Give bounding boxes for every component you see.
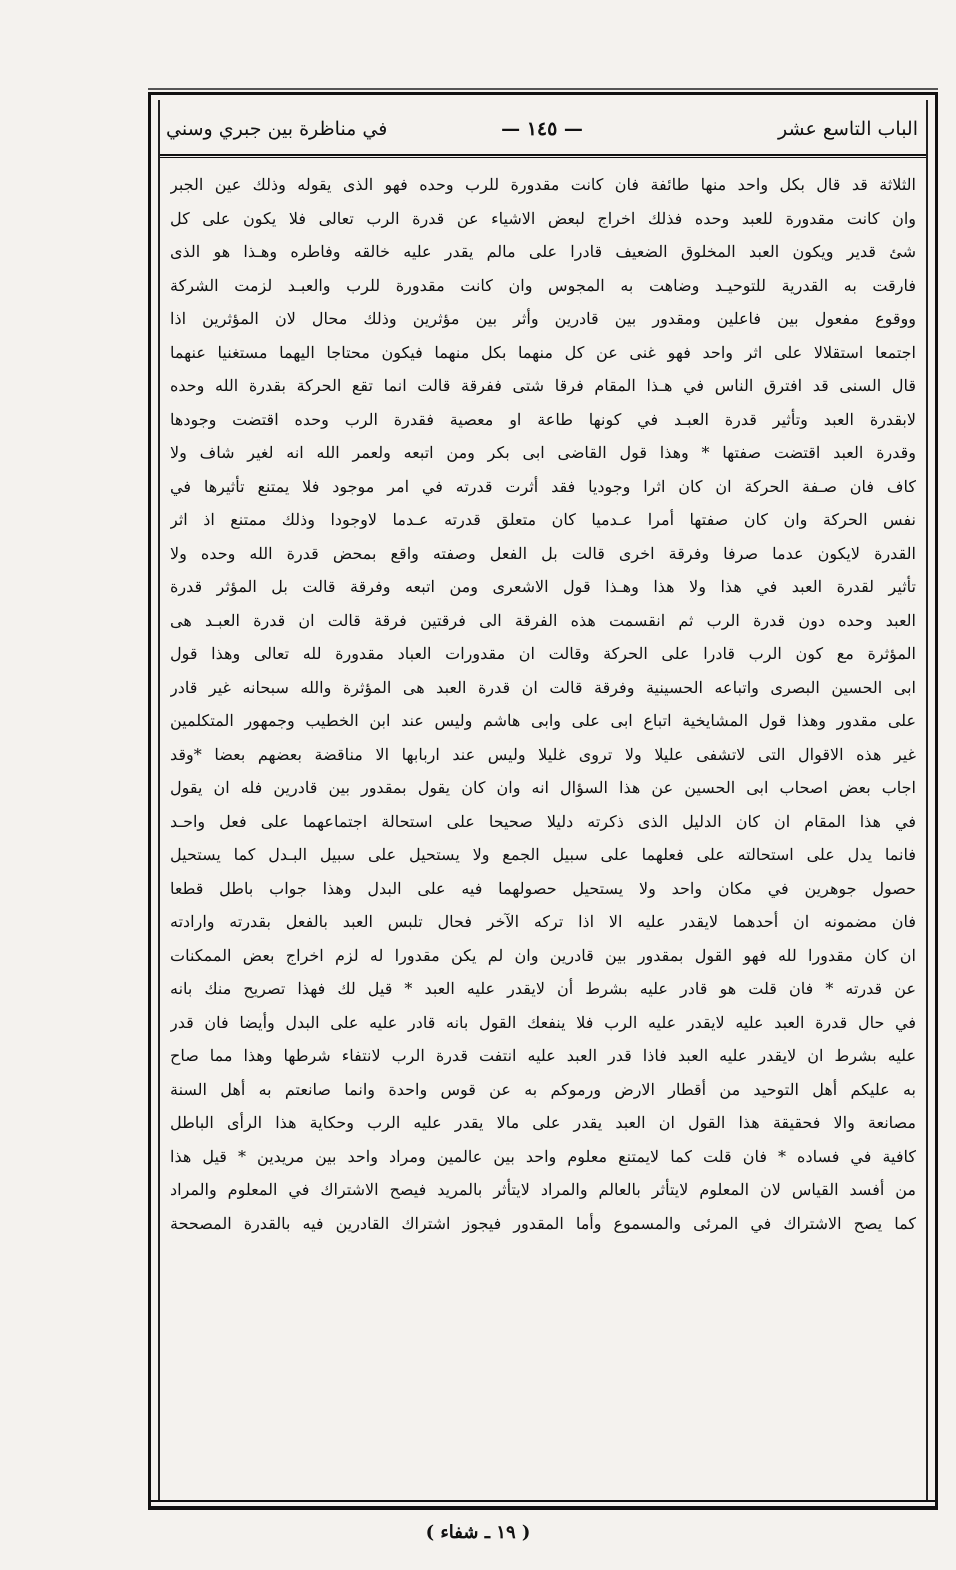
text-line: فارقت به القدرية للتوحيـد وضاهت به المجوس وان كانت مقدورة للرب والعبـد لزمت الشركة bbox=[170, 275, 916, 295]
text-line: كافية في فساده * فان قلت كما لايمتنع معلوم واحد بين عالمين ومراد واحد بين مريدين * قيل هذا bbox=[170, 1146, 916, 1166]
text-line: فان مضمونه ان أحدهما لايقدر عليه الا اذا تركه الآخر فحال تلبس العبد بالفعل بقدرته وارادته bbox=[170, 912, 916, 931]
section-topic: في مناظرة بين جبري وسني bbox=[166, 118, 388, 140]
text-line: على مقدور وهذا قول المشايخية اتباع ابى على وابى هاشم وليس عند ابن الخطيب وجمهور المتكلمين bbox=[170, 711, 916, 730]
text-line: في هذا المقام ان كان الدليل الذى ذكرته دليلا صحيحا على استحالة اجتماعهما على فعل واحـد bbox=[170, 811, 916, 831]
text-line: ان كان مقدورا لله فهو القول بمقدور بين قادرين وان لم يكن مقدورا له لزم اخراج بعض الممكنات bbox=[170, 945, 916, 965]
text-line: شئ قدير ويكون العبد المخلوق الضعيف قادرا على مالم يقدر عليه خالقه وفاطره وهـذا هو الذى bbox=[170, 242, 916, 261]
signature-mark: ( ١٩ ـ شفاء ) bbox=[425, 1522, 531, 1543]
inner-rule-left bbox=[158, 100, 160, 1502]
text-line: عن قدرته * فان قلت هو قادر عليه بشرط أن لايقدر عليه العبد * قيل لك فهذا تصريح منك بانه bbox=[170, 979, 916, 998]
text-line: في حال قدرة العبد عليه لايقدر عليه الرب فلا ينفعك القول بانه قادر عليه على البدل وأيضا فان قدر bbox=[170, 1012, 916, 1032]
text-line: لابقدرة العبد وتأثير قدرة العبـد في كونها طاعة او معصية فقدرة الرب وحده اقتضت وجودها bbox=[170, 409, 916, 429]
header-rule bbox=[160, 154, 926, 158]
text-line: عليه بشرط ان لايقدر عليه العبد فاذا قدر العبد عليه انتفت قدرة الرب لانتفاء شرطها وهذا مما صاح bbox=[170, 1046, 916, 1065]
text-line: كاف فان صـفة الحركة ان كان اثرا وجوديا فقد أثرت قدرته في امر موجود فلا يمتنع تأثيرها في bbox=[170, 476, 916, 496]
text-line: من أفسد القياس لان المعلوم لايتأثر بالعالم والمراد لايتأثر بالمريد فيصح الاشتراك في المعلوم والمراد bbox=[170, 1180, 916, 1199]
running-header bbox=[160, 112, 924, 152]
text-line: به عليكم أهل التوحيد من أقطار الارض ورموكم به عن قوس واحدة وانما صانعتم به أهل السنة bbox=[170, 1079, 916, 1099]
chapter-title: الباب التاسع عشر bbox=[778, 118, 918, 140]
top-border-rule bbox=[148, 88, 938, 90]
text-line: حصول جوهرين في مكان واحد ولا يستحيل حصولهما فيه على البدل وهذا جواب باطل قطعا bbox=[170, 878, 916, 898]
text-line: وقدرة العبد اقتضت صفتها * وهذا قول القاضى ابى بكر ومن اتبعه ولعمر الله انه لغير شاف ولا bbox=[170, 443, 916, 462]
text-line: تأثير لقدرة العبد في هذا ولا هذا وهـذا قول الاشعرى ومن اتبعه وفرقة قالت بل المؤثر قدرة bbox=[170, 577, 916, 596]
bottom-border-rule bbox=[148, 1500, 938, 1508]
text-line: ابى الحسين البصرى واتباعه الحسينية وفرقة قالت ان قدرة العبد هى المؤثرة والله سبحانه غير قادر bbox=[170, 677, 916, 697]
page-number: — ١٤٥ — bbox=[501, 118, 583, 140]
body-text bbox=[170, 168, 916, 1240]
text-line: العبد وحده دون قدرة الرب ثم انقسمت هذه الفرقة الى فرقتين فرقة قالت ان قدرة العبـد هى bbox=[170, 610, 916, 630]
text-line: وان كانت مقدورة للعبد وحده فذلك اخراج لبعض الاشياء عن قدرة الرب تعالى فلا يكون على كل bbox=[170, 208, 916, 228]
text-line: القدرة لايكون عدما صرفا وفرقة اخرى قالت بل الفعل وصفته واقع بمحض قدرة الله وحده ولا bbox=[170, 543, 916, 563]
text-line: قال السنى قد افترق الناس في هـذا المقام فرقا شتى ففرقة قالت انما تقع الحركة بقدرة الله وحده bbox=[170, 376, 916, 395]
inner-rule-right bbox=[926, 100, 928, 1502]
text-line: كما يصح الاشتراك في المرئى والمسموع وأما المقدور فيجوز اشتراك القادرين فيه بالقدرة المصححة bbox=[170, 1213, 916, 1233]
text-line: الثلاثة قد قال بكل واحد منها طائفة فان كانت مقدورة للرب وحده فهو الذى يقوله وذلك عين الجبر bbox=[170, 175, 916, 194]
text-line: اجتمعا استقلالا على اثر واحد فهو غنى عن كل منهما بكل منهما فيكون محتاجا اليهما مستغنيا عنهما bbox=[170, 342, 916, 362]
text-line: ووقوع مفعول بين فاعلين ومقدور بين قادرين وأثر بين مؤثرين وذلك محال لان المؤثرين اذا bbox=[170, 309, 916, 328]
text-line: نفس الحركة وان كان صفتها أمرا عـدميا كان متعلق قدرته عـدما لاوجودا وذلك ممتنع اذ اثر bbox=[170, 510, 916, 529]
text-line: فانما يدل على استحالته على فعلهما على سبيل الجمع ولا يستحيل على سبيل البـدل كما يستحيل bbox=[170, 845, 916, 864]
text-line: اجاب بعض اصحاب ابى الحسين عن هذا السؤال انه وان كان يقول بمقدور بين قادرين فله ان يقول bbox=[170, 778, 916, 797]
text-line: غير هذه الاقوال التى لاتشفى عليلا ولا تروى غليلا وليس عند اربابها الا مناقضة بعضهم بعضا *وقد bbox=[170, 744, 916, 764]
text-line: مصانعة والا فحقيقة هذا القول ان العبد يقدر على مالا يقدر عليه الرب وحكاية هذا الرأى الباطل bbox=[170, 1113, 916, 1132]
text-line: المؤثرة مع كون الرب قادرا على الحركة وقالت ان مقدورات العباد مقدورة لله تعالى وهذا قول bbox=[170, 644, 916, 663]
